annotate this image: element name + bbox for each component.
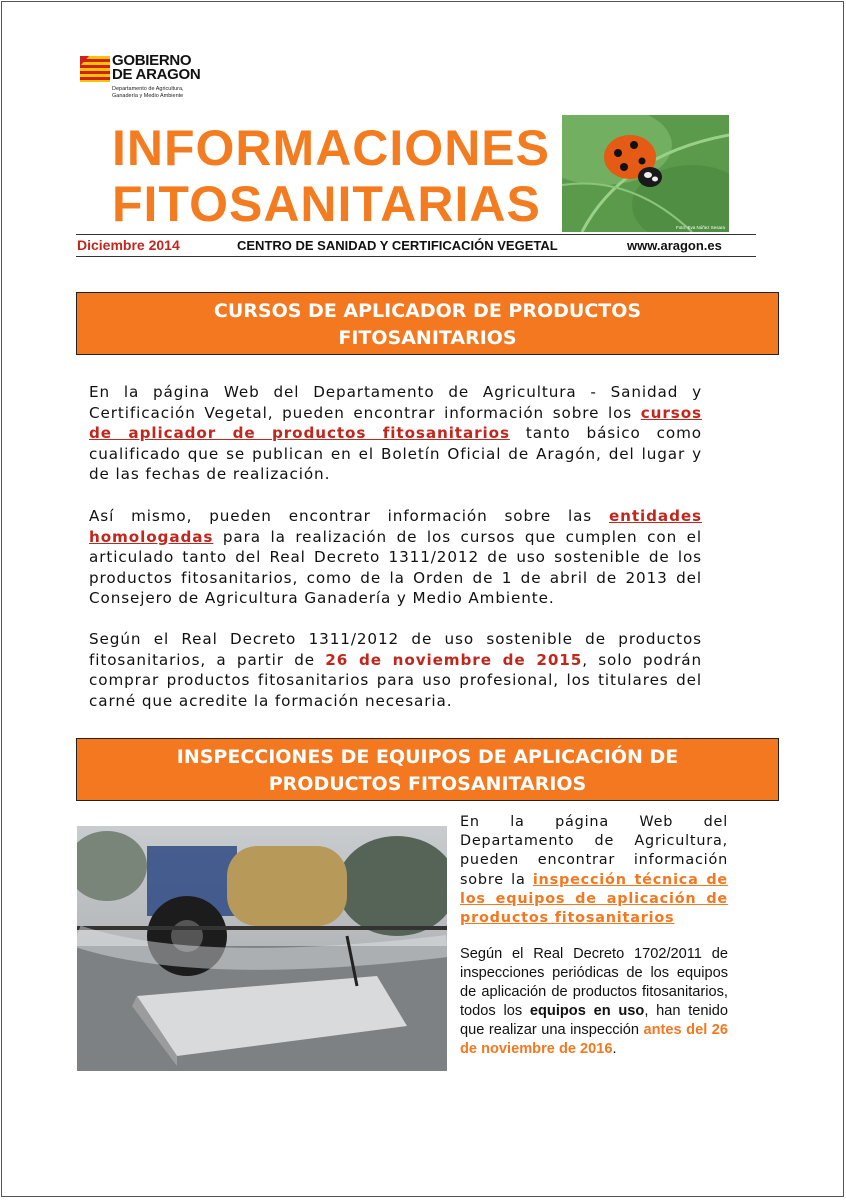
tractor-sprayer-photo: [77, 826, 447, 1071]
paragraph-inspeccion-decreto: Según el Real Decreto 1702/2011 de inspecciones periódicas de los equipos de aplicación de productos fitosanitarios, todos los equipos en uso, han tenido que realizar una inspección antes del 26 de noviembre de 2016.: [460, 946, 728, 1057]
center-name: CENTRO DE SANIDAD Y CERTIFICACIÓN VEGETAL: [237, 238, 558, 253]
section-heading-inspecciones: INSPECCIONES DE EQUIPOS DE APLICACIÓN DE PRODUCTOS FITOSANITARIOS: [76, 738, 779, 801]
ladybug-image: [562, 115, 729, 232]
website-link[interactable]: www.aragon.es: [627, 238, 722, 253]
inspection-deadline: antes del 26 de noviembre de 2016: [460, 1022, 728, 1057]
deadline-date: 26 de noviembre de 2015: [325, 650, 583, 669]
paragraph-cursos: En la página Web del Departamento de Agricultura - Sanidad y Certificación Vegetal, pueden encontrar información sobre los cursos de aplicador de productos fitosanitarios tanto básico como cualificado que se publican en el Boletín Oficial de Aragón, del lugar y de las fechas de realización.: [89, 383, 702, 484]
tractor-image: [77, 826, 447, 1071]
section-heading-cursos: CURSOS DE APLICADOR DE PRODUCTOS FITOSANITARIOS: [76, 292, 779, 355]
aragon-flag-icon: [80, 56, 110, 82]
page-title: INFORMACIONES FITOSANITARIAS: [112, 120, 550, 232]
header-rule-top: [76, 234, 756, 235]
logo-subtitle: Departamento de Agricultura, Ganadería y Medio Ambiente: [112, 86, 184, 99]
gobierno-aragon-logo: [80, 54, 220, 106]
paragraph-entidades: Así mismo, pueden encontrar información sobre las entidades homologadas para la realización de los cursos que cumplen con el articulado tanto del Real Decreto 1311/2012 de uso sostenible de los productos fitosanitarios, como de la Orden de 1 de abril de 2013 del Consejero de Agricultura Ganadería y Medio Ambiente.: [89, 507, 702, 608]
header-rule-bottom: [76, 256, 756, 257]
paragraph-inspeccion-web: En la página Web del Departamento de Agricultura, pueden encontrar información sobre la inspección técnica de los equipos de aplicación de productos fitosanitarios: [460, 814, 728, 927]
inspeccion-tecnica-link[interactable]: inspección técnica de los equipos de aplicación de productos fitosanitarios: [460, 871, 728, 927]
issue-date: Diciembre 2014: [77, 237, 180, 253]
photo-credit: Foto: Eva Núñez Sesara: [675, 225, 725, 230]
entidades-homologadas-link[interactable]: entidades homologadas: [89, 507, 702, 546]
cursos-aplicador-link[interactable]: cursos de aplicador de productos fitosanitarios: [89, 403, 702, 443]
logo-title: GOBIERNO DE ARAGON: [112, 52, 201, 83]
equipos-en-uso: equipos en uso: [529, 1003, 645, 1019]
ladybug-photo: [562, 115, 729, 232]
paragraph-real-decreto: Según el Real Decreto 1311/2012 de uso sostenible de productos fitosanitarios, a partir de 26 de noviembre de 2015, solo podrán comprar productos fitosanitarios para uso profesional, los titulares del carné que acredite la formación necesaria.: [89, 630, 702, 710]
